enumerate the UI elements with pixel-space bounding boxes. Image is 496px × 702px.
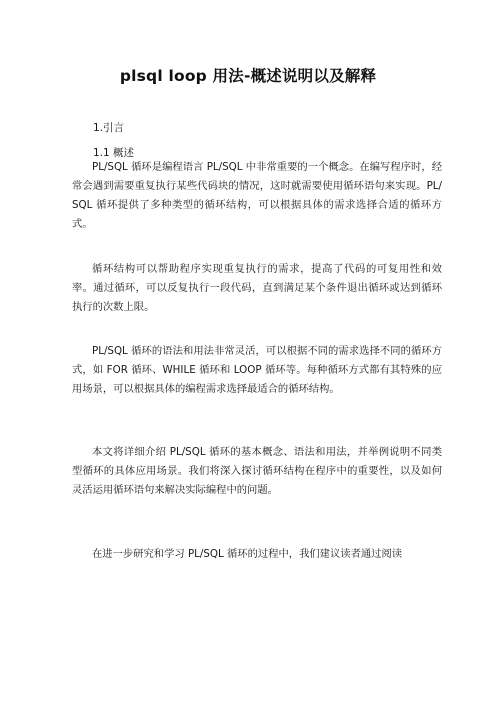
subsection-heading: 1.1 概述 xyxy=(93,147,135,159)
paragraph-overview: PL/SQL 循环是编程语言 PL/SQL 中非常重要的一个概念。在编写程序时，经常会遇到需要重复执行某些代码块的情况，这时就需要使用循环语句来实现。PL/SQL 循环提供了多种类型的循环结构，可以根据具体的需求选择合适的循环方式。 xyxy=(72,161,442,230)
section-heading: 1.引言 xyxy=(93,122,125,134)
paragraph-benefits: 循环结构可以帮助程序实现重复执行的需求，提高了代码的可复用性和效率。通过循环，可以反复执行一段代码，直到满足某个条件退出循环或达到循环执行的次数上限。 xyxy=(72,263,442,313)
paragraph-article-scope: 本文将详细介绍 PL/SQL 循环的基本概念、语法和用法，并举例说明不同类型循环的具体应用场景。我们将深入探讨循环结构在程序中的重要性，以及如何灵活运用循环语句来解决实际编程中的问题。 xyxy=(72,446,442,496)
paragraph-syntax: PL/SQL 循环的语法和用法非常灵活，可以根据不同的需求选择不同的循环方式，如 FOR 循环、WHILE 循环和 LOOP 循环等。每种循环方式都有其特殊的应用场景，可以根据具体的编程需求选择最适合的循环结构。 xyxy=(72,345,442,395)
document-title: plsql loop 用法-概述说明以及解释 xyxy=(119,67,377,85)
paragraph-further-study: 在进一步研究和学习 PL/SQL 循环的过程中，我们建议读者通过阅读 xyxy=(92,548,403,560)
